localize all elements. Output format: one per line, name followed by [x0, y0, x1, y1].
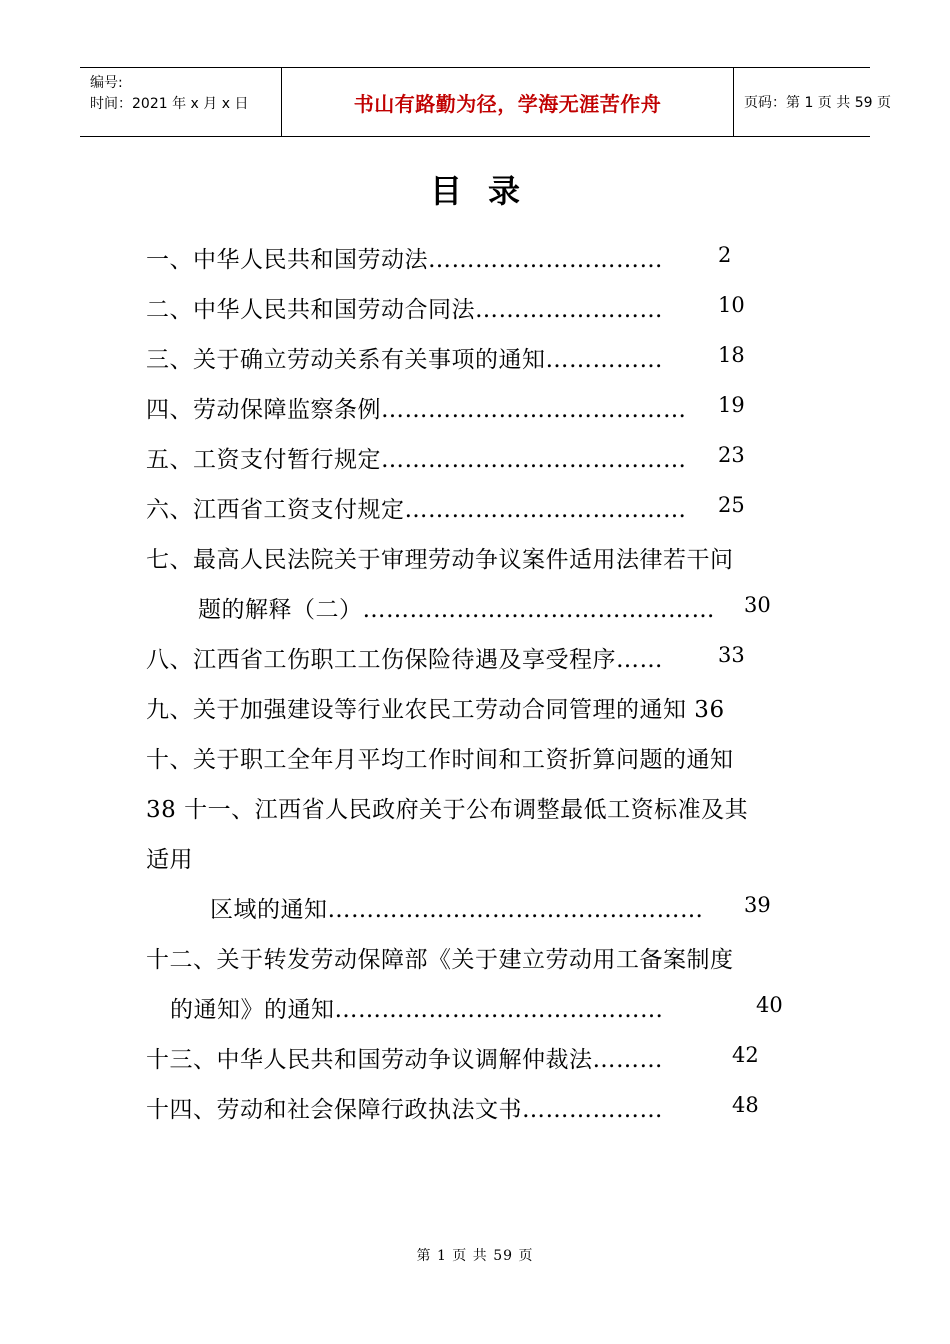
toc-entry[interactable]: 十三、中华人民共和国劳动争议调解仲裁法……… — [146, 1047, 663, 1073]
toc-entry[interactable]: 九、关于加强建设等行业农民工劳动合同管理的通知 36 — [146, 697, 725, 723]
toc-entry[interactable]: 五、工资支付暂行规定………………………………… — [146, 447, 687, 473]
time-label: 时间：2021 年 x 月 x 日 — [90, 96, 249, 112]
toc-page-number: 19 — [718, 393, 745, 417]
header-table — [80, 67, 891, 137]
motto: 书山有路勤为径，学海无涯苦作舟 — [353, 91, 662, 116]
id-label: 编号: — [90, 75, 123, 91]
toc-page-number: 2 — [718, 243, 732, 267]
toc-page-number: 23 — [718, 443, 745, 467]
toc-entry[interactable]: 38 十一、江西省人民政府关于公布调整最低工资标准及其 — [146, 797, 749, 823]
header-left-cell — [80, 68, 281, 136]
toc-entry-continuation[interactable]: 的通知》的通知…………………………………… — [170, 997, 664, 1023]
toc-entry[interactable]: 七、最高人民法院关于审理劳动争议案件适用法律若干问 — [146, 547, 734, 573]
page-title: 目录 — [429, 172, 546, 210]
page-footer: 第 1 页 共 59 页 — [416, 1248, 534, 1264]
toc-entry[interactable]: 二、中华人民共和国劳动合同法…………………… — [146, 297, 663, 323]
toc-entry[interactable]: 十、关于职工全年月平均工作时间和工资折算问题的通知 — [146, 747, 734, 773]
page-info: 页码：第 1 页 共 59 页 — [744, 95, 891, 111]
toc-entry[interactable]: 十四、劳动和社会保障行政执法文书……………… — [146, 1097, 663, 1123]
toc-page-number: 30 — [744, 593, 771, 617]
toc-entry[interactable]: 三、关于确立劳动关系有关事项的通知…………… — [146, 347, 663, 373]
toc-page-number: 33 — [718, 643, 745, 667]
toc-entry-continuation[interactable]: 适用 — [146, 847, 193, 873]
toc-page-number: 25 — [718, 493, 745, 517]
toc-entry[interactable]: 四、劳动保障监察条例………………………………… — [146, 397, 687, 423]
toc-entry-continuation[interactable]: 区域的通知………………………………………… — [210, 897, 704, 923]
toc-page-number: 18 — [718, 343, 745, 367]
toc-page-number: 39 — [744, 893, 771, 917]
toc-entry[interactable]: 八、江西省工伤职工工伤保险待遇及享受程序…… — [146, 647, 663, 673]
toc-page-number: 48 — [732, 1093, 759, 1117]
toc-page-number: 40 — [756, 993, 783, 1017]
toc-page-number: 42 — [732, 1043, 759, 1067]
toc-entry[interactable]: 十二、关于转发劳动保障部《关于建立劳动用工备案制度 — [146, 947, 734, 973]
header-middle-cell — [281, 68, 734, 136]
toc-entry[interactable]: 一、中华人民共和国劳动法………………………… — [146, 247, 663, 273]
header-right-cell — [734, 68, 891, 136]
toc-page-number: 10 — [718, 293, 745, 317]
toc-entry[interactable]: 六、江西省工资支付规定……………………………… — [146, 497, 687, 523]
toc-entry-continuation[interactable]: 题的解释（二）……………………………………… — [198, 597, 715, 623]
